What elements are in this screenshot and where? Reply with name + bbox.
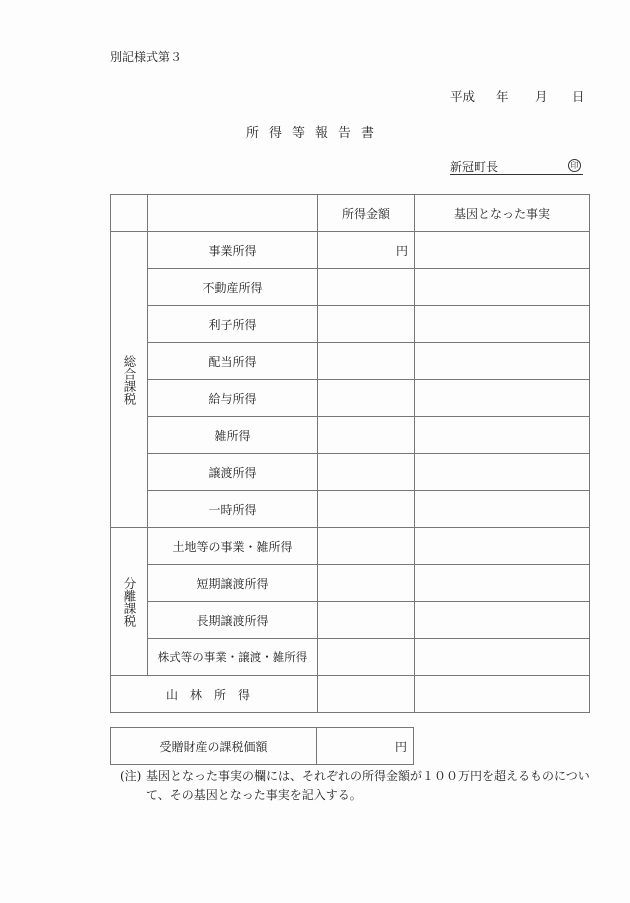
income-item: 給与所得	[148, 380, 318, 417]
table-row-forestry	[111, 676, 590, 713]
header-cell	[148, 195, 318, 232]
amount-cell[interactable]	[318, 676, 415, 713]
addressee-line	[450, 158, 583, 175]
fact-cell[interactable]	[415, 380, 590, 417]
income-item: 雑所得	[148, 417, 318, 454]
amount-cell[interactable]	[318, 491, 415, 528]
fact-cell[interactable]	[415, 602, 590, 639]
fact-cell[interactable]	[415, 306, 590, 343]
date-era: 平成	[450, 89, 476, 104]
fact-cell[interactable]	[415, 232, 590, 269]
table-row	[111, 639, 590, 676]
fact-cell[interactable]	[415, 454, 590, 491]
header-cell	[111, 195, 148, 232]
fact-cell[interactable]	[415, 676, 590, 713]
table-row	[111, 491, 590, 528]
date-month-label: 月	[535, 89, 548, 104]
amount-cell[interactable]	[318, 602, 415, 639]
table-row	[111, 269, 590, 306]
table-row	[111, 232, 590, 269]
income-item: 長期譲渡所得	[148, 602, 318, 639]
date-year-label: 年	[496, 89, 509, 104]
amount-cell[interactable]	[318, 454, 415, 491]
form-id: 別記様式第３	[110, 50, 183, 64]
fact-cell[interactable]	[415, 639, 590, 676]
amount-cell[interactable]	[318, 306, 415, 343]
amount-cell[interactable]	[318, 380, 415, 417]
income-item: 利子所得	[148, 306, 318, 343]
fact-cell[interactable]	[415, 269, 590, 306]
table-row	[111, 728, 414, 765]
income-item: 配当所得	[148, 343, 318, 380]
income-item: 不動産所得	[148, 269, 318, 306]
income-table	[110, 194, 590, 713]
income-item: 事業所得	[148, 232, 318, 269]
fact-cell[interactable]	[415, 528, 590, 565]
table-row	[111, 565, 590, 602]
header-income-amount: 所得金額	[318, 195, 415, 232]
income-item-forestry: 山林所得	[111, 676, 318, 713]
table-row	[111, 306, 590, 343]
amount-cell[interactable]: 円	[318, 232, 415, 269]
header-basis-fact: 基因となった事実	[415, 195, 590, 232]
section-general-taxation: 総合課税	[111, 232, 148, 528]
income-item: 一時所得	[148, 491, 318, 528]
income-item: 土地等の事業・雑所得	[148, 528, 318, 565]
seal-icon: 印	[568, 159, 581, 172]
table-row	[111, 417, 590, 454]
fact-cell[interactable]	[415, 343, 590, 380]
amount-cell[interactable]	[318, 565, 415, 602]
table-row	[111, 602, 590, 639]
gift-label: 受贈財産の課税価額	[111, 728, 317, 765]
table-header-row	[111, 195, 590, 232]
amount-cell[interactable]	[318, 269, 415, 306]
footnote-text: 基因となった事実の欄には、それぞれの所得金額が１００万円を超えるものについて、その基因となった事実を記入する。	[146, 769, 590, 802]
amount-cell[interactable]	[318, 639, 415, 676]
fact-cell[interactable]	[415, 565, 590, 602]
income-item: 譲渡所得	[148, 454, 318, 491]
amount-cell[interactable]	[318, 343, 415, 380]
footnote-label: (注)	[120, 769, 142, 783]
amount-cell[interactable]	[318, 417, 415, 454]
table-row	[111, 454, 590, 491]
table-row	[111, 380, 590, 417]
table-row	[111, 343, 590, 380]
amount-cell[interactable]	[318, 528, 415, 565]
date-day-label: 日	[572, 89, 585, 104]
income-item: 短期譲渡所得	[148, 565, 318, 602]
gift-amount-cell[interactable]: 円	[317, 728, 414, 765]
table-row	[111, 528, 590, 565]
fact-cell[interactable]	[415, 491, 590, 528]
gift-table	[110, 727, 414, 765]
income-item: 株式等の事業・譲渡・雑所得	[148, 639, 318, 676]
footnote	[120, 767, 590, 805]
addressee-name: 新冠町長	[450, 160, 499, 174]
document-title: 所得等報告書	[245, 126, 384, 141]
fact-cell[interactable]	[415, 417, 590, 454]
section-separate-taxation: 分離課税	[111, 528, 148, 676]
